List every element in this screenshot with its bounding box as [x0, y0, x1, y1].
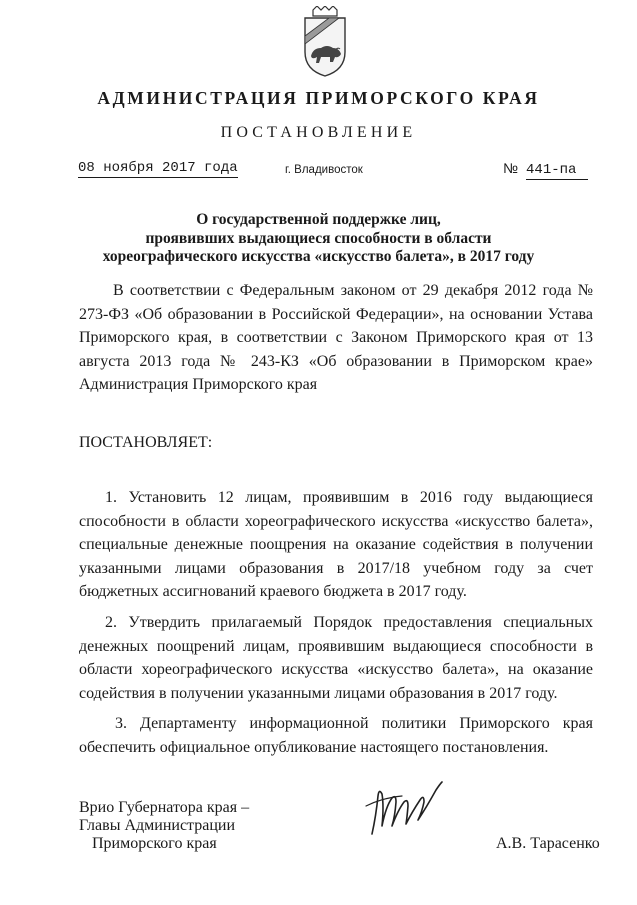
- resolution-item-3: 3. Департаменту информационной политики Приморского края обеспечить официальное опубликование настоящего постановления.: [79, 715, 593, 756]
- document-number: [503, 160, 588, 180]
- position-line-3: Приморского края: [92, 835, 217, 852]
- handwritten-signature-icon: [362, 776, 452, 838]
- resolves-heading: ПОСТАНОВЛЯЕТ:: [79, 434, 213, 451]
- position-line-2: Главы Администрации: [79, 817, 236, 834]
- preamble-paragraph: В соответствии с Федеральным законом от 29 декабря 2012 года № 273-ФЗ «Об образовании в Российской Федерации», на основании Устава Приморского края, в соответствии с Законом Приморского края от 13 августа 2013 года № 243-КЗ «Об образовании в Приморском крае» Администрация Приморского края: [79, 282, 593, 393]
- document-date: [78, 160, 238, 176]
- number-sign: №: [503, 160, 519, 176]
- date-value: 08 ноября 2017 года: [78, 160, 238, 176]
- document-title: [60, 211, 577, 267]
- resolution-item-2: 2. Утвердить прилагаемый Порядок предоставления специальных денежных поощрений лицам, проявившим выдающиеся способности в области хореографического искусства «искусство балета», на оказание содействия в получении указанными лицами образования в 2017 году.: [79, 614, 593, 702]
- coat-of-arms-icon: [299, 6, 351, 78]
- signatory-position: [79, 799, 249, 853]
- title-line-3: хореографического искусства «искусство балета», в 2017 году: [102, 248, 535, 265]
- position-line-1: Врио Губернатора края –: [79, 799, 250, 816]
- document-type: ПОСТАНОВЛЕНИЕ: [220, 124, 417, 141]
- number-value: 441-па: [526, 162, 588, 180]
- signer-name: А.В. Тарасенко: [496, 835, 600, 852]
- city: г. Владивосток: [285, 164, 363, 176]
- title-line-1: О государственной поддержке лиц,: [196, 211, 441, 228]
- title-line-2: проявивших выдающиеся способности в области: [145, 229, 492, 247]
- organization-name: АДМИНИСТРАЦИЯ ПРИМОРСКОГО КРАЯ: [97, 88, 540, 108]
- resolution-item-1: 1. Установить 12 лицам, проявившим в 2016 году выдающиеся способности в области хореографического искусства «искусство балета», специальные денежные поощрения на оказание содействия в получении указанными лицами образования в 2017/18 учебном году за счет бюджетных ассигнований краевого бюджета в 2017 году.: [79, 489, 593, 600]
